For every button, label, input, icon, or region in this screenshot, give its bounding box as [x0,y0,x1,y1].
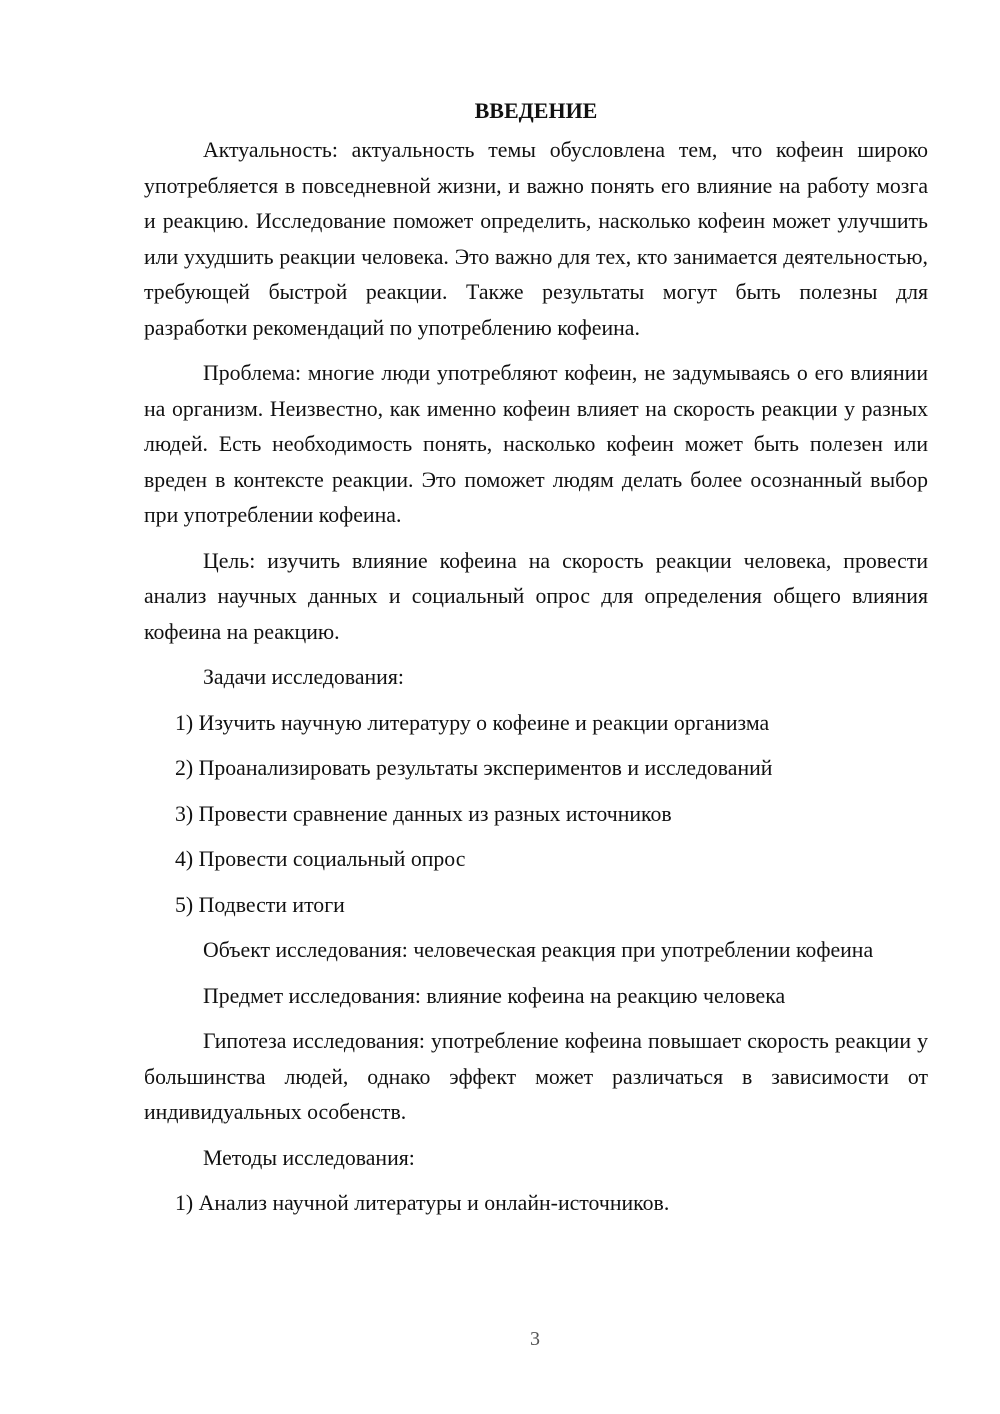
hypothesis-paragraph: Гипотеза исследования: употребление кофеина повышает скорость реакции у большинства людей, однако эффект может различаться в зависимости от индивидуальных особенств. [144,1029,928,1124]
relevance-paragraph: Актуальность: актуальность темы обусловлена тем, что кофеин широко употребляется в повседневной жизни, и важно понять его влияние на работу мозга и реакцию. Исследование поможет определить, насколько кофеин может улучшить или ухудшить реакции человека. Это важно для тех, кто занимается деятельностью, требующей быстрой реакции. Также результаты могут быть полезны для разработки рекомендаций по употреблению кофеина. [144,138,928,340]
page-number: 3 [530,1328,540,1350]
problem-paragraph: Проблема: многие люди употребляют кофеин, не задумываясь о его влиянии на организм. Неизвестно, как именно кофеин влияет на скорость реакции у разных людей. Есть необходимость понять, насколько кофеин может быть полезен или вреден в контексте реакции. Это поможет людям делать более осознанный выбор при употреблении кофеина. [144,361,928,527]
page-content [144,93,928,1232]
tasks-list [144,706,928,924]
task-item: 5) Подвести итоги [175,892,345,917]
task-item: 4) Провести социальный опрос [175,847,466,871]
task-item: 1) Изучить научную литературу о кофеине и реакции организма [175,710,770,735]
goal-paragraph: Цель: изучить влияние кофеина на скорость реакции человека, провести анализ научных данных и социальный опрос для определения общего влияния кофеина на реакцию. [144,548,928,644]
task-item: 2) Проанализировать результаты экспериментов и исследований [175,756,773,780]
methods-heading: Методы исследования: [203,1145,415,1170]
methods-list [144,1186,928,1222]
task-item: 3) Провести сравнение данных из разных источников [175,801,672,826]
subject-paragraph: Предмет исследования: влияние кофеина на реакцию человека [203,983,786,1008]
tasks-heading: Задачи исследования: [203,665,404,689]
method-item: 1) Анализ научной литературы и онлайн-источников. [175,1191,670,1215]
object-paragraph: Объект исследования: человеческая реакция при употреблении кофеина [203,938,874,962]
section-title: ВВЕДЕНИЕ [474,98,598,123]
